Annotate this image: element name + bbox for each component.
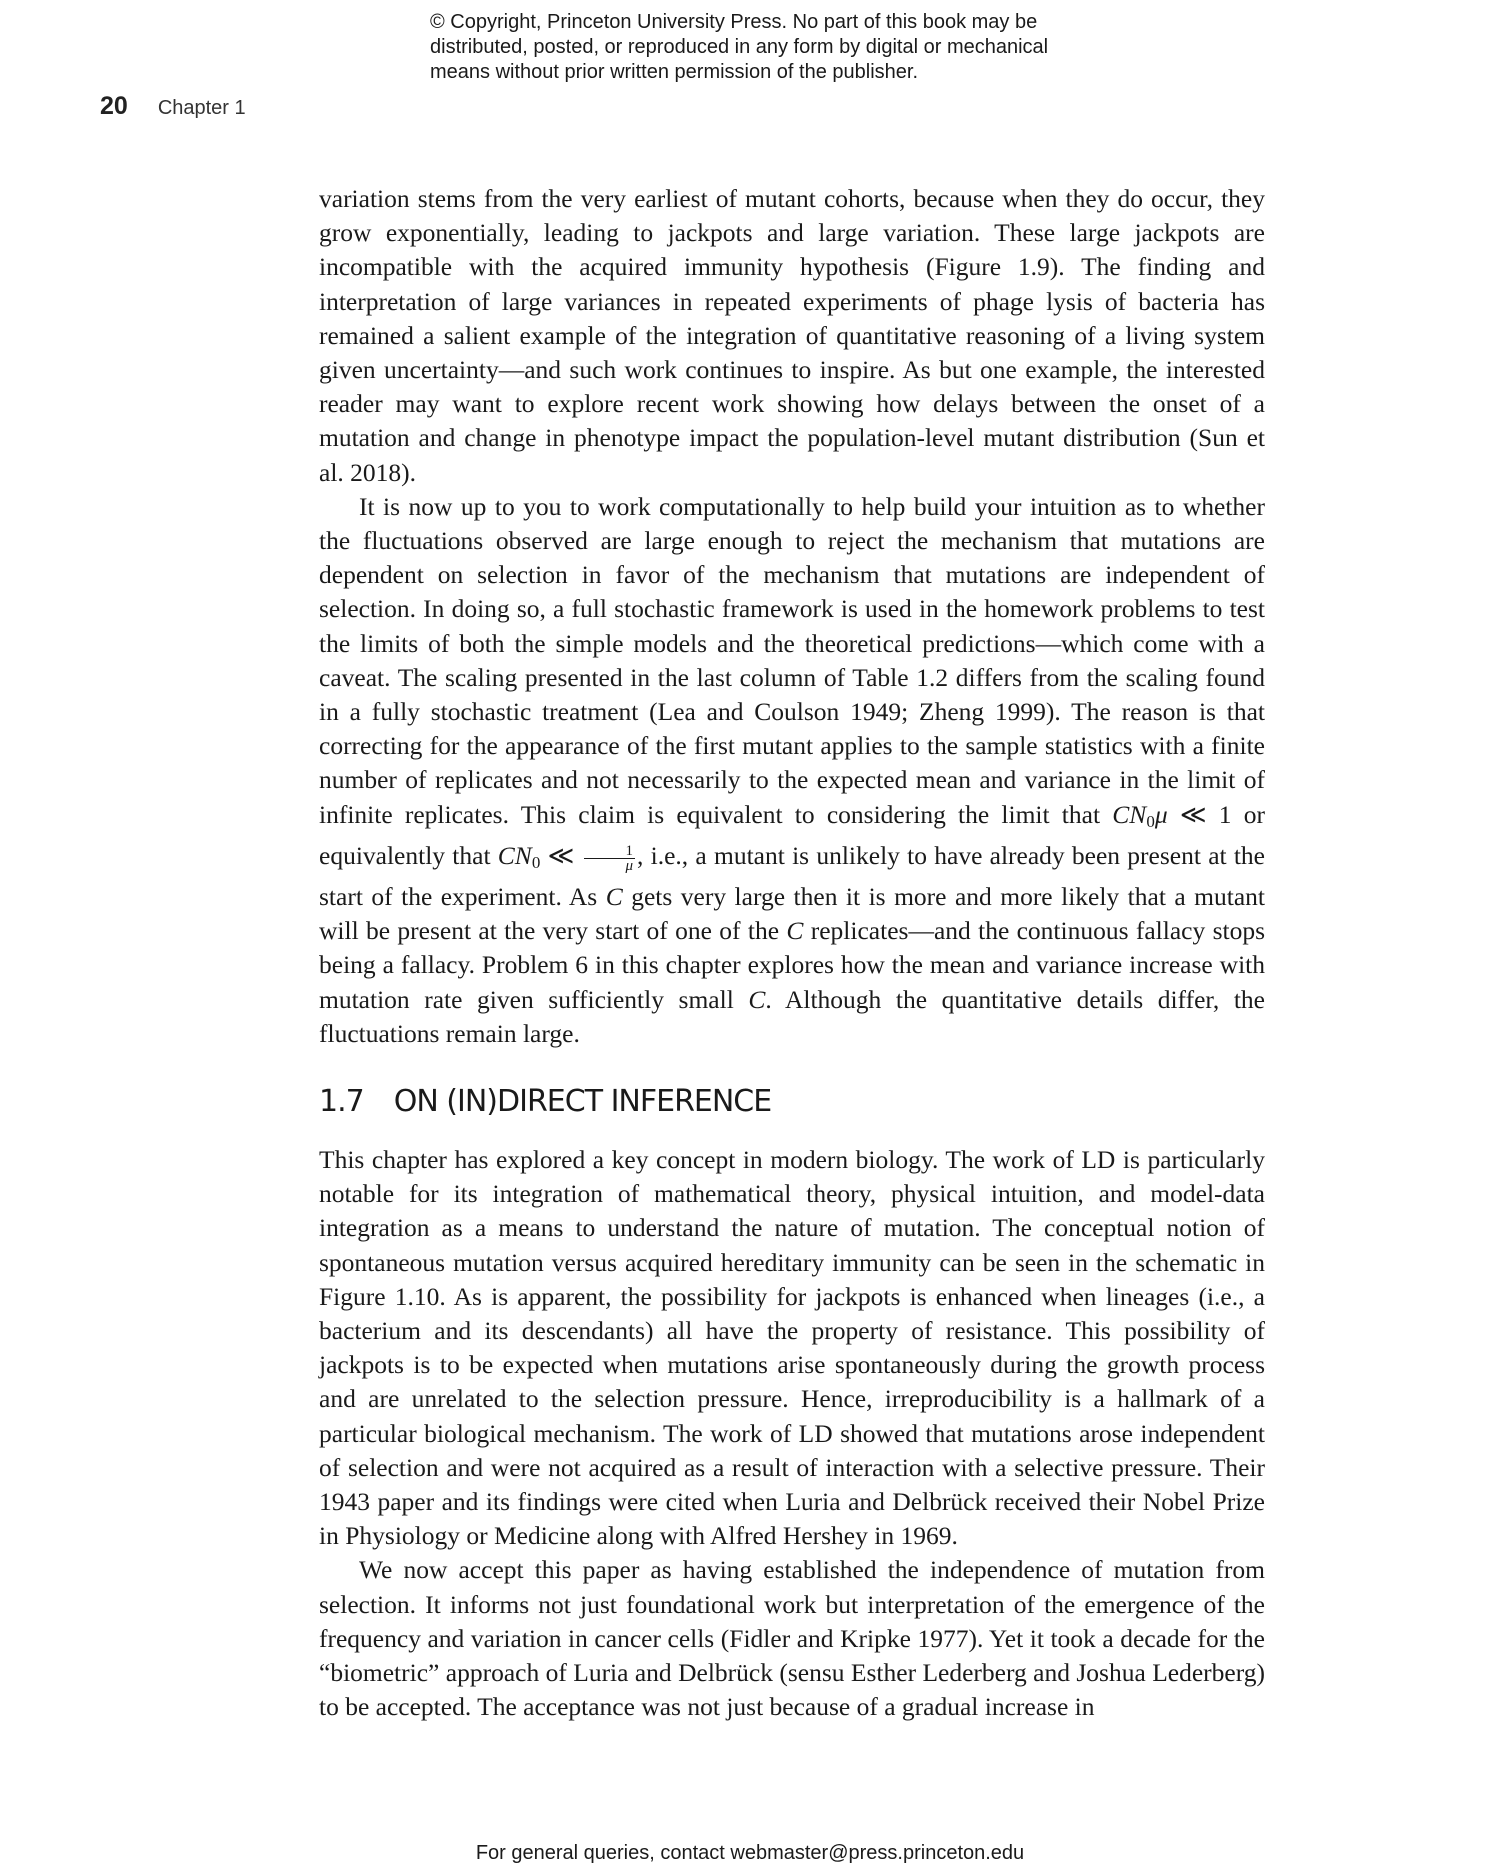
text-run: It is now up to you to work computationally to help build your intuition as to whether the fluctuations observed are large enough to reject the mechanism that mutations are dependent on selection in favor of the mechanism that mutations are independent of selection. In doing so, a full stochastic framework is used in the homework problems to test the limits of both the simple models and the theoretical predictions—which come with a caveat. The scaling presented in the last column of Table 1.2 differs from the scaling found in a fully stochastic treatment (Lea and Coulson 1949; Zheng 1999). The reason is that correcting for the appearance of the first mutant applies to the sample statistics with a finite number of replicates and not necessarily to the expected mean and variance in the limit of infinite replicates. This claim is equivalent to considering the limit that [319,491,1265,829]
section-title: ON (IN)DIRECT INFERENCE [393,1084,772,1119]
chapter-label: Chapter 1 [157,97,246,119]
running-head [100,92,246,121]
body-text-block-2 [319,1143,1265,1724]
math-relation: ≪ [540,840,582,870]
section-heading [319,1084,771,1119]
paragraph [319,490,1265,1051]
math-relation: ≪ 1 [1167,799,1232,829]
math-var: CN [497,840,532,870]
fraction-denominator: μ [625,857,634,874]
text-run: , i.e., a mutant is unlikely to have already been present at the start of the experiment. As [319,840,1265,912]
page-number: 20 [100,92,128,120]
text-run: gets very large then it is more and more likely that a mutant will be present at the very start of one of the [319,882,1266,946]
copyright-notice [430,10,1150,85]
math-fraction [584,844,636,873]
math-expression [1112,800,1167,829]
footer-contact: For general queries, contact webmaster@press.princeton.edu [475,1842,1025,1864]
paragraph: We now accept this paper as having established the independence of mutation from selection. It informs not just foundational work but interpretation of the emergence of the frequency and variation in cancer cells (Fidler and Kripke 1977). Yet it took a decade for the “biometric” approach of Luria and Delbrück (sensu Esther Lederberg and Joshua Lederberg) to be accepted. The acceptance was not just because of a gradual increase in [319,1555,1265,1722]
math-var: C [605,882,623,912]
text-run: replicates—and the continuous fallacy stops being a fallacy. Problem 6 in this chapter explores how the mean and variance increase with mutation rate given sufficiently small [319,916,1265,1014]
text-run: . Although the quantitative details differ, the fluctuations remain large. [319,984,1265,1048]
math-var: CN [1112,799,1147,829]
paragraph: variation stems from the very earliest of mutant cohorts, because when they do occur, they grow exponentially, leading to jackpots and large variation. These large jackpots are incompatible with the acquired immunity hypothesis (Figure 1.9). The finding and interpretation of large variances in repeated experiments of phage lysis of bacteria has remained a salient example of the integration of quantitative reasoning of a living system given uncertainty—and such work continues to inspire. As but one example, the interested reader may want to explore recent work showing how delays between the onset of a mutation and change in phenotype impact the population-level mutant distribution (Sun et al. 2018). [319,184,1265,487]
math-var: C [786,916,804,946]
copyright-line: distributed, posted, or reproduced in any form by digital or mechanical [430,36,1049,58]
paragraph: This chapter has explored a key concept in modern biology. The work of LD is particularly notable for its integration of mathematical theory, physical intuition, and model-data integration as a means to understand the nature of mutation. The conceptual notion of spontaneous mutation versus acquired hereditary immunity can be seen in the schematic in Figure 1.10. As is apparent, the possibility for jackpots is enhanced when lineages (i.e., a bacterium and its descendants) all have the property of resistance. This possibility of jackpots is to be expected when mutations arise spontaneously during the growth process and are unrelated to the selection pressure. Hence, irreproducibility is a hallmark of a particular biological mechanism. The work of LD showed that mutations arose independent of selection and were not acquired as a result of interaction with a selective pressure. Their 1943 paper and its findings were cited when Luria and Delbrück received their Nobel Prize in Physiology or Medicine along with Alfred Hershey in 1969. [319,1145,1265,1551]
fraction-numerator: 1 [584,844,636,859]
math-subscript: 0 [1146,811,1155,831]
text-run: or equivalently that [319,799,1265,870]
copyright-line: © Copyright, Princeton University Press. No part of this book may be [430,11,1038,33]
math-subscript: 0 [531,852,541,872]
copyright-line: means without prior written permission of the publisher. [430,61,919,83]
section-number: 1.7 [319,1084,364,1119]
body-text-block-1 [319,182,1265,1051]
math-var: μ [1154,799,1168,829]
math-var: C [748,984,766,1014]
math-expression [498,841,541,870]
